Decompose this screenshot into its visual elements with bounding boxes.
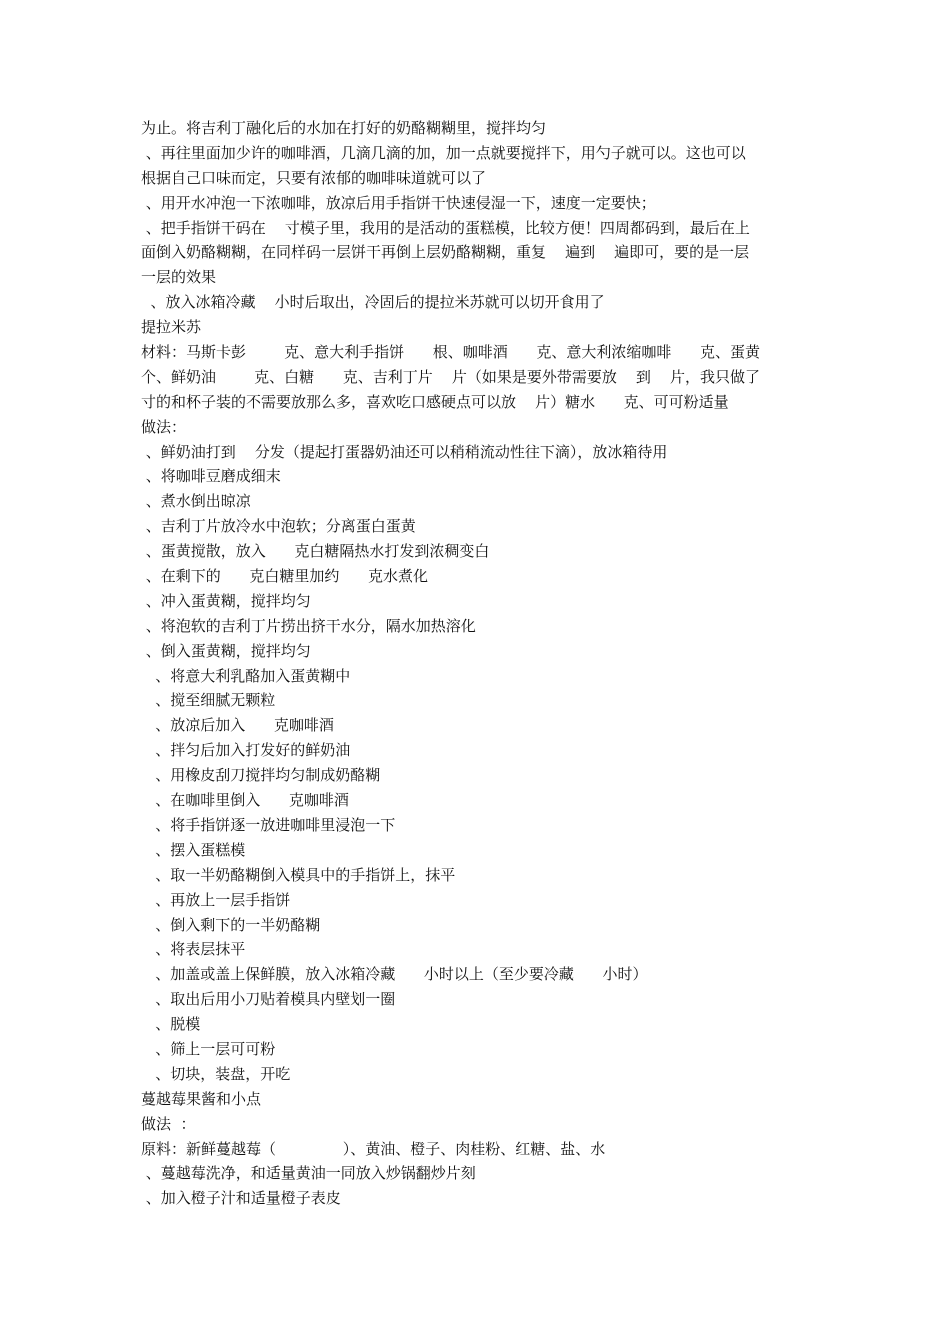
text-line: 根据自己口味而定，只要有浓郁的咖啡味道就可以了 — [141, 168, 487, 187]
list-item: 、放凉后加入 克咖啡酒 — [141, 716, 334, 735]
list-item: 、鲜奶油打到 分发（提起打蛋器奶油还可以稍稍流动性往下滴），放冰箱待用 — [141, 442, 668, 461]
list-item: 、煮水倒出晾凉 — [141, 492, 251, 511]
list-item: 、蔓越莓洗净，和适量黄油一同放入炒锅翻炒片刻 — [141, 1164, 476, 1183]
list-item: 、倒入蛋黄糊，搅拌均匀 — [141, 641, 311, 660]
list-item: 、取出后用小刀贴着模具内壁划一圈 — [141, 990, 396, 1009]
list-item: 、在咖啡里倒入 克咖啡酒 — [141, 791, 349, 810]
text-line: 个、鲜奶油 克、白糖 克、吉利丁片 片（如果是要外带需要放 到 片，我只做了 — [141, 367, 760, 386]
list-item: 、取一半奶酪糊倒入模具中的手指饼上，抹平 — [141, 865, 456, 884]
list-item: 、拌匀后加入打发好的鲜奶油 — [141, 741, 351, 760]
text-line: 、放入冰箱冷藏 小时后取出，冷固后的提拉米苏就可以切开食用了 — [141, 293, 605, 312]
list-item: 、冲入蛋黄糊，搅拌均匀 — [141, 591, 311, 610]
list-item: 、脱模 — [141, 1015, 201, 1034]
list-item: 、倒入剩下的一半奶酪糊 — [141, 915, 321, 934]
list-item: 、在剩下的 克白糖里加约 克水煮化 — [141, 567, 428, 586]
text-line: 原料：新鲜蔓越莓（ ）、黄油、橙子、肉桂粉、红糖、盐、水 — [141, 1139, 606, 1158]
list-item: 、蛋黄搅散，放入 克白糖隔热水打发到浓稠变白 — [141, 542, 490, 561]
document-body — [141, 116, 821, 1211]
list-item: 、将手指饼逐一放进咖啡里浸泡一下 — [141, 815, 396, 834]
list-item: 、切块，装盘，开吃 — [141, 1064, 291, 1083]
list-item: 、将咖啡豆磨成细末 — [141, 467, 281, 486]
text-line: 材料：马斯卡彭 克、意大利手指饼 根、咖啡酒 克、意大利浓缩咖啡 克、蛋黄 — [141, 343, 760, 362]
text-line: 、用开水冲泡一下浓咖啡，放凉后用手指饼干快速侵湿一下，速度一定要快； — [141, 193, 656, 212]
list-item: 、将泡软的吉利丁片捞出挤干水分，隔水加热溶化 — [141, 616, 476, 635]
list-item: 、加盖或盖上保鲜膜，放入冰箱冷藏 小时以上（至少要冷藏 小时） — [141, 965, 648, 984]
text-line: 做法： — [141, 417, 187, 436]
text-line: 一层的效果 — [141, 268, 217, 287]
list-item: 、再放上一层手指饼 — [141, 890, 291, 909]
list-item: 、筛上一层可可粉 — [141, 1039, 276, 1058]
section-heading: 提拉米苏 — [141, 318, 202, 337]
text-line: 、把手指饼干码在 寸模子里，我用的是活动的蛋糕模，比较方便！四周都码到，最后在上 — [141, 218, 750, 237]
list-item: 、用橡皮刮刀搅拌均匀制成奶酪糊 — [141, 766, 381, 785]
list-item: 、将意大利乳酪加入蛋黄糊中 — [141, 666, 351, 685]
text-line: 做法 ： — [141, 1114, 196, 1133]
text-line: 、再往里面加少许的咖啡酒，几滴几滴的加，加一点就要搅拌下，用勺子就可以。这也可以 — [141, 143, 746, 162]
list-item: 、将表层抹平 — [141, 940, 246, 959]
list-item: 、搅至细腻无颗粒 — [141, 691, 276, 710]
list-item: 、吉利丁片放冷水中泡软；分离蛋白蛋黄 — [141, 517, 416, 536]
text-line: 为止。将吉利丁融化后的水加在打好的奶酪糊糊里，搅拌均匀 — [141, 119, 547, 137]
text-line: 寸的和杯子装的不需要放那么多，喜欢吃口感硬点可以放 片）糖水 克、可可粉适量 — [141, 392, 729, 411]
text-line: 面倒入奶酪糊糊，在同样码一层饼干再倒上层奶酪糊糊，重复 遍到 遍即可，要的是一层 — [141, 243, 750, 262]
list-item: 、加入橙子汁和适量橙子表皮 — [141, 1189, 341, 1208]
list-item: 、摆入蛋糕模 — [141, 840, 246, 859]
section-heading: 蔓越莓果酱和小点 — [141, 1089, 262, 1108]
